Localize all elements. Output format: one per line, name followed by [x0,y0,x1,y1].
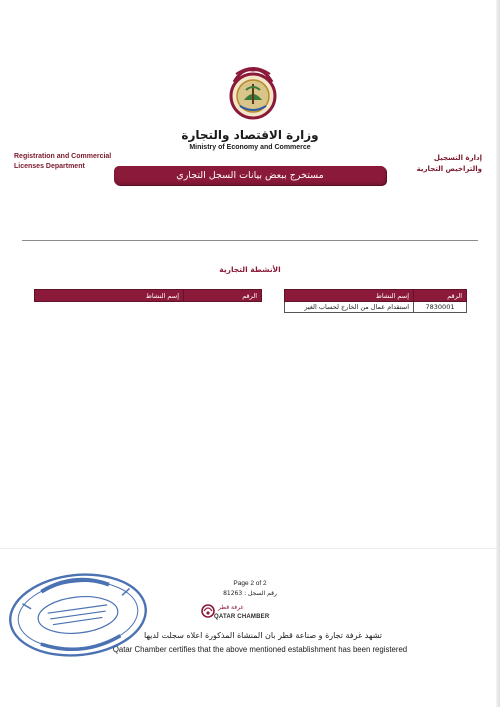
ministry-name-english: Ministry of Economy and Commerce [189,143,311,152]
chamber-name-arabic: غرفة قطر [218,604,244,611]
header-divider [22,240,478,241]
table-header-row [285,290,467,302]
activity-name-cell: استقدام عمال من الخارج لحساب الغير [285,302,414,313]
department-en-line1: Registration and Commercial [14,153,112,160]
registration-number: رقم السجل : 81263 [223,590,277,597]
page-edge [496,0,500,707]
activities-table-left [34,289,262,302]
department-ar-line1: إدارة التسجيل [433,154,482,162]
page-number: Page 2 of 2 [233,580,267,587]
certification-arabic: تشهد غرفة تجارة و صناعة قطر بان المنشاة المذكورة اعلاه سجلت لديها [144,631,382,640]
department-ar-line2: والتراخيص التجارية [416,165,482,173]
chamber-name-english: QATAR CHAMBER [214,614,270,620]
official-stamp-icon [4,568,152,662]
document-title-banner: مستخرج ببعض بيانات السجل التجاري [114,166,386,185]
table-row [285,302,467,313]
column-header-activity: إسم النشاط [285,290,414,302]
column-header-number: الرقم [414,290,467,302]
department-name-arabic [382,153,482,175]
footer-divider [0,548,500,549]
activity-number-cell: 7830001 [414,302,467,313]
ministry-emblem-icon [222,60,284,126]
activities-table-right [284,289,467,313]
ministry-name-arabic: وزارة الاقتصاد والتجارة [181,128,319,142]
certification-english: Qatar Chamber certifies that the above mentioned establishment has been registered [112,645,408,654]
table-header-row [35,290,262,302]
department-en-line2: Licenses Department [14,163,85,170]
activities-section-title: الأنشطة التجارية [219,265,281,274]
column-header-number: الرقم [184,290,262,302]
column-header-activity: إسم النشاط [35,290,184,302]
